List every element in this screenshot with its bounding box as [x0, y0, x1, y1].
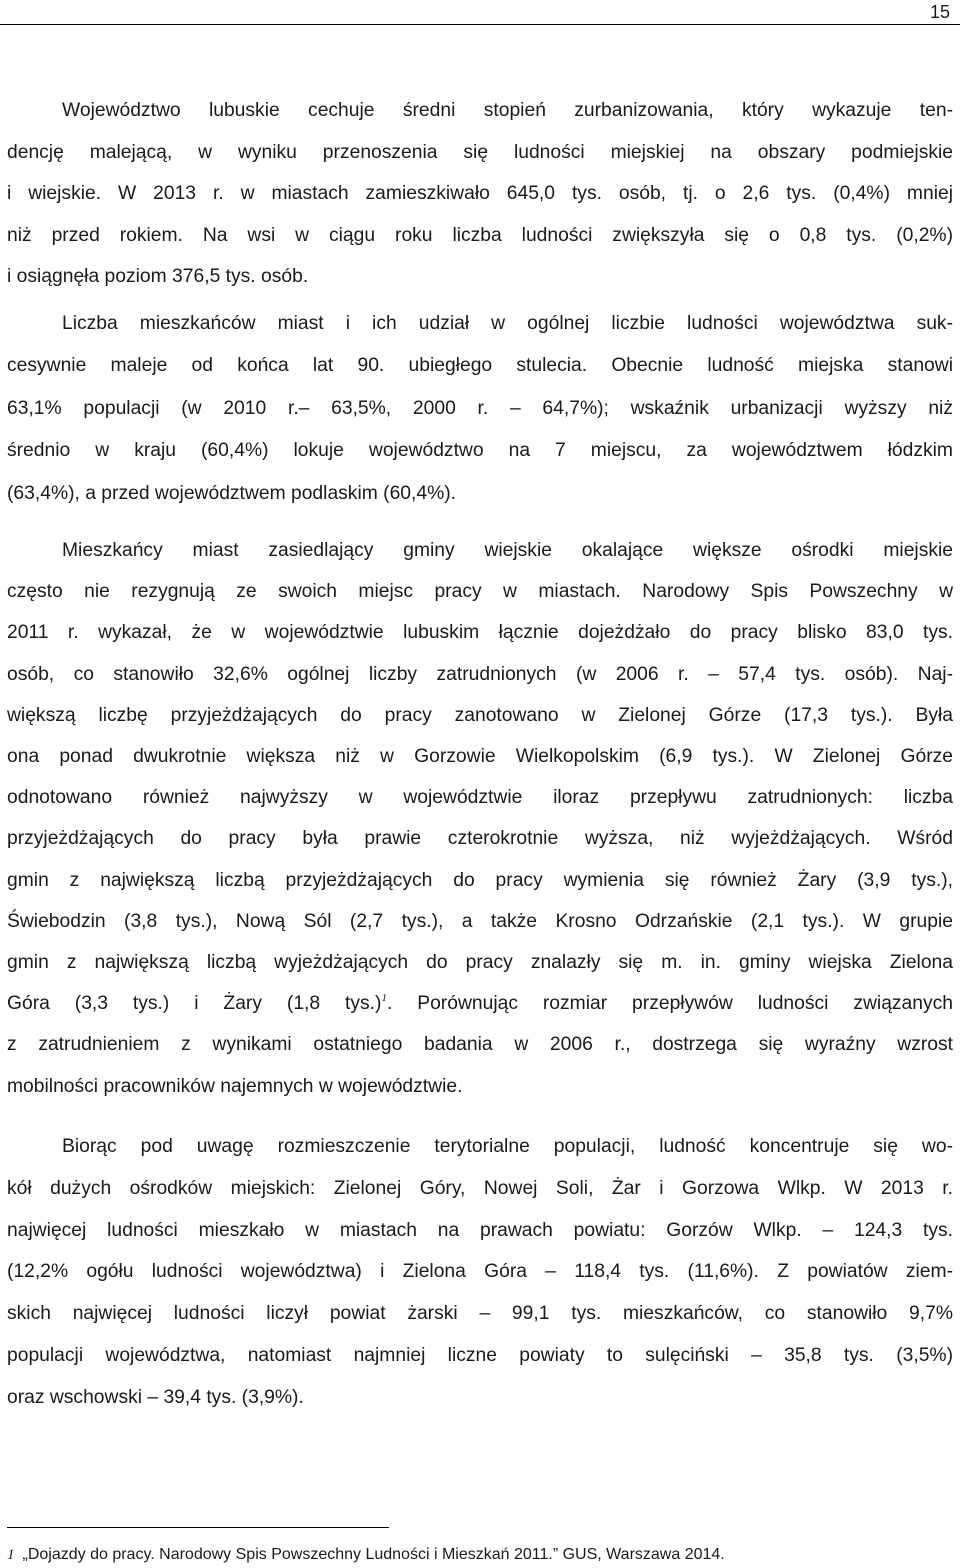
line-text: Góra (3,3 tys.) i Żary (1,8 tys.)	[7, 993, 382, 1015]
paragraph-line: 2011 r. wykazał, że w województwie lubuskim łącznie dojeżdżało do pracy blisko 83,0 tys.	[7, 622, 953, 644]
paragraph-line: przyjeżdżających do pracy była prawie czterokrotnie wyższa, niż wyjeżdżających. Wśród	[7, 828, 953, 850]
paragraph-line: (12,2% ogółu ludności województwa) i Zielona Góra – 118,4 tys. (11,6%). Z powiatów ziem-	[7, 1261, 953, 1283]
paragraph-line: odnotowano również najwyższy w województwie iloraz przepływu zatrudnionych: liczba	[7, 787, 953, 809]
paragraph-line: gmin z największą liczbą przyjeżdżających do pracy wymienia się również Żary (3,9 tys.),	[7, 869, 953, 891]
footnote-mark: 1	[7, 1547, 15, 1563]
paragraph-line: Biorąc pod uwagę rozmieszczenie terytorialne populacji, ludność koncentruje się wo-	[62, 1136, 953, 1157]
paragraph-line: 63,1% populacji (w 2010 r.– 63,5%, 2000 r. – 64,7%); wskaźnik urbanizacji wyższy niż	[7, 397, 953, 419]
paragraph-line: niż przed rokiem. Na wsi w ciągu roku liczba ludności zwiększyła się o 0,8 tys. (0,2%)	[7, 224, 953, 246]
paragraph-line: z zatrudnieniem z wynikami ostatniego badania w 2006 r., dostrzega się wyraźny wzrost	[7, 1034, 953, 1056]
paragraph-line: cesywnie maleje od końca lat 90. ubiegłego stulecia. Obecnie ludność miejska stanowi	[7, 355, 953, 377]
paragraph-line: najwięcej ludności mieszkało w miastach na prawach powiatu: Gorzów Wlkp. – 124,3 tys.	[7, 1219, 953, 1241]
footnote-reference[interactable]: 1	[381, 992, 387, 1005]
paragraph-line: Świebodzin (3,8 tys.), Nową Sól (2,7 tys.), a także Krosno Odrzańskie (2,1 tys.). W grupie	[7, 910, 953, 932]
paragraph-line: Liczba mieszkańców miast i ich udział w ogólnej liczbie ludności województwa suk-	[62, 313, 953, 334]
line-text: . Porównując rozmiar przepływów ludności związanych	[386, 993, 954, 1015]
paragraph-line: większą liczbę przyjeżdżających do pracy zanotowano w Zielonej Górze (17,3 tys.). Była	[7, 704, 953, 726]
paragraph-line: Mieszkańcy miast zasiedlający gminy wiejskie okalające większe ośrodki miejskie	[62, 540, 953, 561]
paragraph-line: (63,4%), a przed województwem podlaskim (60,4%).	[7, 482, 457, 504]
page-number: 15	[929, 2, 950, 22]
paragraph-line-with-footnote	[7, 983, 953, 1024]
paragraph-line: osób, co stanowiło 32,6% ogólnej liczby zatrudnionych (w 2006 r. – 57,4 tys. osób). Naj-	[7, 663, 953, 685]
paragraph-line: kół dużych ośrodków miejskich: Zielonej Góry, Nowej Soli, Żar i Gorzowa Wlkp. W 2013 r.	[7, 1177, 953, 1199]
paragraph-line: dencję malejącą, w wyniku przenoszenia się ludności miejskiej na obszary podmiejskie	[7, 141, 953, 163]
footnote	[7, 1545, 953, 1565]
paragraph-commuting	[7, 530, 953, 1107]
paragraph-line: mobilności pracowników najemnych w województwie.	[7, 1075, 463, 1097]
paragraph-line: Województwo lubuskie cechuje średni stopień zurbanizowania, który wykazuje ten-	[62, 100, 953, 121]
paragraph-line: często nie rezygnują ze swoich miejsc pracy w miastach. Narodowy Spis Powszechny w	[7, 581, 953, 603]
footnote-separator	[7, 1527, 389, 1528]
paragraph-line: i osiągnęła poziom 376,5 tys. osób.	[7, 266, 309, 287]
paragraph-line: średnio w kraju (60,4%) lokuje województwo na 7 miejscu, za województwem łódzkim	[7, 440, 953, 462]
paragraph-line: ona ponad dwukrotnie większa niż w Gorzowie Wielkopolskim (6,9 tys.). W Zielonej Górze	[7, 746, 953, 768]
footnote-text: „Dojazdy do pracy. Narodowy Spis Powszechny Ludności i Mieszkań 2011.” GUS, Warszawa 2014.	[22, 1546, 725, 1563]
paragraph-line: i wiejskie. W 2013 r. w miastach zamieszkiwało 645,0 tys. osób, tj. o 2,6 tys. (0,4%) mniej	[7, 183, 953, 204]
header-rule	[0, 24, 960, 25]
paragraph-line: populacji województwa, natomiast najmniej liczne powiaty to sulęciński – 35,8 tys. (3,5%)	[7, 1344, 953, 1366]
paragraph-urban-share	[7, 303, 953, 515]
paragraph-line: gmin z największą liczbą wyjeżdżających do pracy znalazły się m. in. gminy wiejska Zielona	[7, 952, 953, 974]
paragraph-territorial-distribution	[7, 1126, 953, 1419]
paragraph-urbanization	[7, 90, 953, 298]
paragraph-line: oraz wschowski – 39,4 tys. (3,9%).	[7, 1386, 304, 1408]
paragraph-line: skich najwięcej ludności liczył powiat żarski – 99,1 tys. mieszkańców, co stanowiło 9,7%	[7, 1303, 953, 1325]
